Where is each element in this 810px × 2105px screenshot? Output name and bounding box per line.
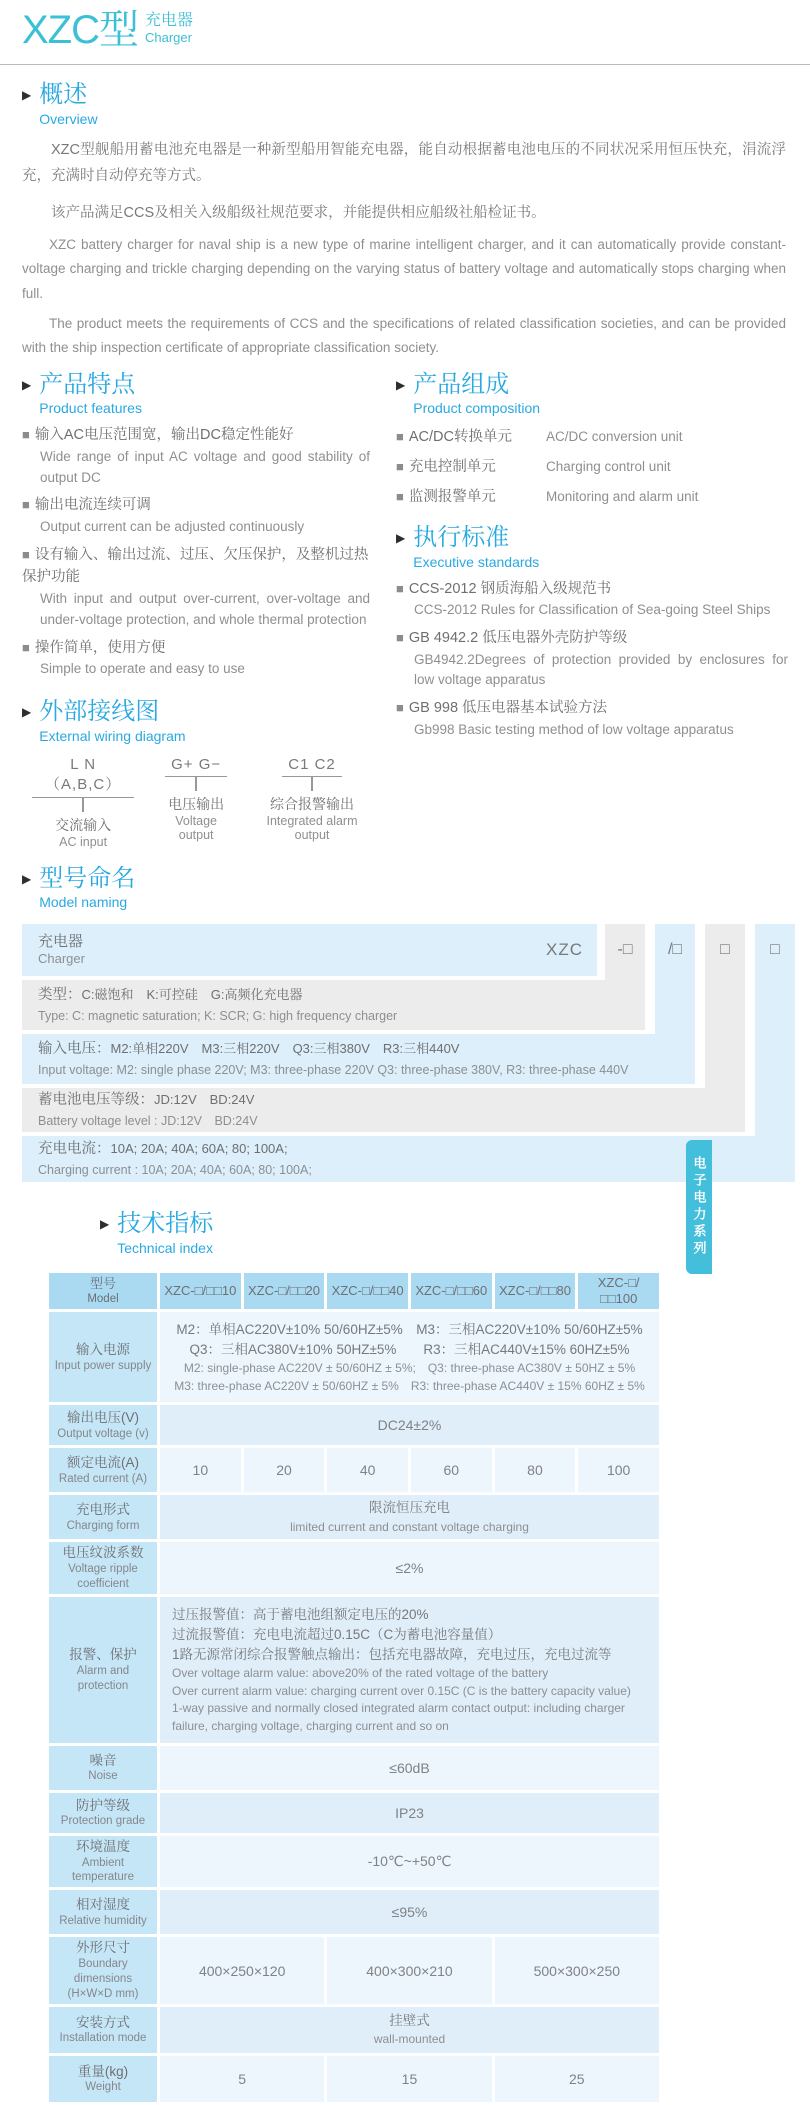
rated-current-cell: 100 bbox=[578, 1448, 659, 1492]
section-arrow-icon: ▶ bbox=[22, 88, 32, 102]
naming-row-en: Charging current : 10A; 20A; 40A; 60A; 80; 100A; bbox=[38, 1162, 312, 1177]
label-cn: 充电形式 bbox=[76, 1502, 130, 1518]
label-en: Relative humidity bbox=[59, 1914, 147, 1927]
composition-en: Charging control unit bbox=[546, 459, 671, 475]
terminal-connector-line bbox=[82, 798, 84, 812]
feature-cn bbox=[22, 544, 370, 589]
ripple-cell: ≤2% bbox=[160, 1542, 659, 1593]
input-power-en-2: M3: three-phase AC220V ± 50/60HZ ± 5% R3: three-phase AC440V ± 15% 60HZ ± 5% bbox=[174, 1378, 645, 1393]
composition-item bbox=[396, 485, 788, 506]
label-cn: 外形尺寸 bbox=[76, 1940, 130, 1956]
naming-base-en: Charger bbox=[38, 951, 85, 967]
naming-row-base bbox=[22, 924, 597, 976]
left-column bbox=[22, 371, 370, 849]
terminal-connector-line bbox=[195, 777, 197, 791]
naming-heading-text bbox=[39, 865, 135, 911]
row-label bbox=[49, 1746, 157, 1790]
label-en: Output voltage (v) bbox=[57, 1427, 149, 1440]
composition-cn bbox=[396, 485, 546, 506]
standard-en: CCS-2012 Rules for Classification of Sea-going Steel Ships bbox=[414, 602, 771, 618]
technical-index-table bbox=[46, 1270, 662, 2105]
label-cn: 环境温度 bbox=[76, 1839, 130, 1854]
label-cn: 型号 bbox=[89, 1275, 116, 1291]
row-label bbox=[49, 1836, 157, 1887]
terminal-en: AC input bbox=[59, 834, 108, 849]
wiring-heading-text bbox=[39, 698, 185, 744]
naming-row-cn bbox=[38, 1139, 288, 1161]
composition-item bbox=[396, 455, 788, 476]
table-row-ripple bbox=[49, 1542, 659, 1593]
model-header-label bbox=[49, 1273, 157, 1310]
section-model-naming bbox=[0, 849, 810, 1183]
table-row-dimensions bbox=[49, 1937, 659, 2003]
row-label bbox=[49, 1890, 157, 1934]
model-column-header: XZC-□/□□60 bbox=[411, 1273, 492, 1310]
row-label bbox=[49, 1542, 157, 1593]
naming-row-label: 输入电压： bbox=[38, 1040, 111, 1057]
row-label bbox=[49, 2056, 157, 2102]
composition-cn bbox=[396, 455, 546, 476]
terminal-connector-line bbox=[311, 777, 313, 791]
rated-current-cell: 80 bbox=[495, 1448, 576, 1492]
charging-form-en: limited current and constant voltage charging bbox=[290, 1519, 529, 1534]
rated-current-cell: 20 bbox=[244, 1448, 325, 1492]
alarm-cn-3: 1路无源常闭综合报警触点输出：包括充电器故障，充电过压，充电过流等 bbox=[172, 1647, 612, 1663]
naming-row-en: Input voltage: M2: single phase 220V; M3: three-phase 220V Q3: three-phase 380V, R3: three-phase 440V bbox=[38, 1062, 629, 1077]
input-power-cell bbox=[160, 1312, 659, 1402]
feature-cn-text: 输入AC电压范围宽，输出DC稳定性能好 bbox=[34, 427, 294, 444]
overview-title-cn: 概述 bbox=[39, 81, 88, 108]
alarm-cell bbox=[160, 1597, 659, 1743]
standard-cn bbox=[396, 627, 788, 649]
label-cn: 重量(kg) bbox=[77, 2063, 129, 2079]
installation-cell bbox=[160, 2007, 659, 2053]
features-heading-text bbox=[39, 371, 142, 417]
dimensions-cell: 400×300×210 bbox=[327, 1937, 491, 2003]
input-power-en-1: M2: single-phase AC220V ± 50/60HZ ± 5%; Q3: three-phase AC380V ± 50HZ ± 5% bbox=[183, 1361, 636, 1376]
model-naming-diagram bbox=[22, 924, 788, 1182]
composition-en: Monitoring and alarm unit bbox=[546, 489, 699, 505]
label-en: Boundary dimensions bbox=[73, 1957, 133, 1985]
label-cn: 报警、保护 bbox=[69, 1647, 137, 1663]
tech-heading-text bbox=[117, 1210, 213, 1256]
overview-title-en: Overview bbox=[39, 110, 98, 127]
naming-row-value: M2:单相220V M3:三相220V Q3:三相380V R3:三相440V bbox=[110, 1040, 460, 1056]
feature-cn-text: 操作简单，使用方便 bbox=[34, 639, 166, 656]
tech-title-cn: 技术指标 bbox=[117, 1210, 214, 1238]
label-en-2: (H×W×D mm) bbox=[67, 1987, 139, 2000]
row-label bbox=[49, 1448, 157, 1492]
overview-heading bbox=[22, 81, 786, 127]
alarm-cn-2: 过流报警值：充电电流超过0.15C（C为蓄电池容量值） bbox=[172, 1626, 502, 1642]
bullet-square-icon: ■ bbox=[22, 497, 30, 513]
label-cn: 噪音 bbox=[89, 1752, 117, 1768]
model-column-header: XZC-□/□□100 bbox=[578, 1273, 659, 1310]
table-row-weight bbox=[49, 2056, 659, 2102]
feature-cn-text: 输出电流连续可调 bbox=[34, 497, 151, 514]
naming-row-cn bbox=[38, 1039, 459, 1061]
composition-cn bbox=[396, 425, 546, 446]
product-title: XZC型 bbox=[22, 8, 138, 52]
label-cn: 安装方式 bbox=[76, 2014, 130, 2030]
standards-title-cn: 执行标准 bbox=[413, 524, 510, 552]
dimensions-cell: 400×250×120 bbox=[160, 1937, 324, 2003]
features-list bbox=[22, 424, 370, 680]
row-label bbox=[49, 1495, 157, 1539]
table-row-models bbox=[49, 1273, 659, 1310]
label-cn: 电压纹波系数 bbox=[62, 1545, 144, 1561]
overview-paragraph-en-2: The product meets the requirements of CCS and the specifications of related classification societies, and can be provided with the ship inspection certificate of appropriate classification society. bbox=[22, 315, 786, 356]
composition-title-en: Product composition bbox=[413, 400, 541, 417]
bullet-square-icon: ■ bbox=[396, 630, 404, 646]
wiring-title-cn: 外部接线图 bbox=[39, 697, 160, 725]
code-slot-battery-voltage: □ bbox=[720, 941, 730, 959]
product-subtitle-cn: 充电器 bbox=[145, 12, 194, 29]
naming-row-cn bbox=[38, 1090, 254, 1112]
code-slot-type: -□ bbox=[617, 941, 633, 959]
standard-cn-text: GB 4942.2 低压电器外壳防护等级 bbox=[408, 630, 628, 647]
weight-cell: 15 bbox=[327, 2056, 491, 2102]
code-slot-input-voltage: /□ bbox=[667, 941, 683, 959]
composition-item bbox=[396, 425, 788, 446]
section-wiring bbox=[22, 698, 370, 849]
terminal-voltage-output bbox=[160, 756, 232, 842]
bullet-square-icon: ■ bbox=[396, 489, 404, 505]
feature-item bbox=[22, 494, 370, 537]
alarm-en-1: Over voltage alarm value: above20% of the rated voltage of the battery bbox=[172, 1666, 549, 1681]
standard-en: GB4942.2Degrees of protection provided by enclosures for low voltage apparatus bbox=[414, 651, 788, 688]
label-en: Noise bbox=[88, 1770, 118, 1783]
rated-current-cell: 10 bbox=[160, 1448, 241, 1492]
code-slot-charging-current: □ bbox=[770, 941, 780, 959]
feature-item bbox=[22, 637, 370, 680]
terminal-en: Voltage output bbox=[175, 813, 217, 842]
section-arrow-icon: ▶ bbox=[100, 1217, 110, 1232]
naming-row-value: 10A; 20A; 40A; 60A; 80; 100A; bbox=[110, 1140, 288, 1156]
terminal-label: L N（A,B,C） bbox=[32, 756, 134, 798]
bullet-square-icon: ■ bbox=[22, 546, 30, 562]
standard-en: Gb998 Basic testing method of low voltage apparatus bbox=[414, 721, 734, 737]
tech-title-en: Technical index bbox=[117, 1239, 213, 1256]
table-row-noise bbox=[49, 1746, 659, 1790]
table-row-charging-form bbox=[49, 1495, 659, 1539]
table-row-protection bbox=[49, 1793, 659, 1833]
table-row-output-voltage bbox=[49, 1405, 659, 1445]
model-column-header: XZC-□/□□40 bbox=[327, 1273, 408, 1310]
feature-en: Wide range of input AC voltage and good stability of output DC bbox=[40, 448, 370, 485]
weight-cell: 25 bbox=[495, 2056, 659, 2102]
standards-heading-text bbox=[413, 524, 539, 570]
feature-cn bbox=[22, 424, 370, 446]
feature-cn-text: 设有输入、输出过流、过压、欠压保护，及整机过热保护功能 bbox=[22, 546, 369, 586]
terminal-cn: 电压输出 bbox=[168, 795, 225, 812]
naming-row-en: Type: C: magnetic saturation; K: SCR; G: high frequency charger bbox=[38, 1008, 398, 1023]
alarm-en-2: Over current alarm value: charging current over 0.15C (C is the battery capacity value) bbox=[172, 1683, 631, 1698]
label-en: Voltage ripple coefficient bbox=[68, 1562, 138, 1590]
input-power-cn-1: M2：单相AC220V±10% 50/60HZ±5% M3：三相AC220V±10% 50/60HZ±5% bbox=[176, 1321, 643, 1337]
naming-row-en: Battery voltage level : JD:12V BD:24V bbox=[38, 1113, 258, 1128]
label-cn: 输入电源 bbox=[76, 1342, 130, 1358]
naming-row-input-voltage bbox=[22, 1034, 695, 1084]
section-arrow-icon: ▶ bbox=[22, 871, 32, 886]
standard-cn bbox=[396, 697, 788, 719]
terminal-en: Integrated alarm output bbox=[266, 813, 358, 842]
feature-cn bbox=[22, 494, 370, 516]
row-label bbox=[49, 1597, 157, 1743]
section-arrow-icon: ▶ bbox=[22, 704, 32, 719]
composition-cn-text: 充电控制单元 bbox=[408, 459, 496, 476]
overview-paragraph-cn-2: 该产品满足CCS及相关入级船级社规范要求，并能提供相应船级社船检证书。 bbox=[51, 205, 546, 222]
noise-cell: ≤60dB bbox=[160, 1746, 659, 1790]
naming-title-en: Model naming bbox=[39, 894, 128, 911]
feature-item bbox=[22, 424, 370, 488]
bullet-square-icon: ■ bbox=[396, 459, 404, 475]
rated-current-cell: 60 bbox=[411, 1448, 492, 1492]
feature-en: Output current can be adjusted continuously bbox=[40, 518, 305, 534]
model-column-header: XZC-□/□□10 bbox=[160, 1273, 241, 1310]
alarm-cn-1: 过压报警值：高于蓄电池组额定电压的20% bbox=[172, 1606, 429, 1622]
composition-heading-text bbox=[413, 371, 540, 417]
terminal-label: C1 C2 bbox=[282, 756, 342, 777]
naming-row-battery-voltage bbox=[22, 1088, 745, 1132]
bullet-square-icon: ■ bbox=[22, 639, 30, 655]
section-arrow-icon: ▶ bbox=[396, 531, 406, 546]
label-cn: 防护等级 bbox=[76, 1797, 130, 1813]
standard-item bbox=[396, 697, 788, 740]
row-label bbox=[49, 1793, 157, 1833]
product-subtitle-en: Charger bbox=[145, 30, 192, 46]
features-title-en: Product features bbox=[39, 400, 142, 417]
label-en: Alarm and protection bbox=[76, 1664, 130, 1692]
label-en: Model bbox=[87, 1292, 119, 1305]
naming-base-label bbox=[38, 933, 85, 968]
label-en: Protection grade bbox=[60, 1815, 146, 1828]
composition-en: AC/DC conversion unit bbox=[546, 429, 683, 445]
alarm-en-3: 1-way passive and normally closed integrated alarm contact output: including charger failure, charging voltage, charging current and so on bbox=[172, 1701, 625, 1733]
terminal-ac-input bbox=[32, 756, 134, 849]
naming-row-value: JD:12V BD:24V bbox=[154, 1091, 255, 1107]
rated-current-cell: 40 bbox=[327, 1448, 408, 1492]
product-subtitle bbox=[145, 11, 193, 46]
label-en: Ambient temperature bbox=[71, 1856, 134, 1884]
section-overview bbox=[0, 65, 810, 361]
right-column bbox=[396, 371, 788, 849]
installation-cn: 挂壁式 bbox=[389, 2012, 430, 2028]
naming-row-charging-current bbox=[22, 1136, 795, 1182]
standard-item bbox=[396, 627, 788, 691]
table-row-rated-current bbox=[49, 1448, 659, 1492]
terminal-cn: 综合报警输出 bbox=[270, 795, 354, 812]
label-en: Charging form bbox=[66, 1519, 140, 1532]
standards-list bbox=[396, 578, 788, 741]
charging-form-cn: 限流恒压充电 bbox=[369, 1500, 450, 1516]
installation-en: wall-mounted bbox=[373, 2032, 446, 2047]
row-label bbox=[49, 1312, 157, 1402]
standard-cn-text: GB 998 低压电器基本试验方法 bbox=[408, 700, 608, 717]
row-label bbox=[49, 1937, 157, 2003]
bullet-square-icon: ■ bbox=[396, 429, 404, 445]
features-heading bbox=[22, 371, 370, 417]
protection-grade-cell: IP23 bbox=[160, 1793, 659, 1833]
page-header bbox=[0, 0, 810, 50]
label-en: Rated current (A) bbox=[58, 1472, 148, 1485]
naming-row-label: 蓄电池电压等级： bbox=[38, 1091, 154, 1108]
naming-title-cn: 型号命名 bbox=[39, 864, 136, 892]
composition-title-cn: 产品组成 bbox=[413, 370, 510, 398]
bullet-square-icon: ■ bbox=[396, 580, 404, 596]
feature-item bbox=[22, 544, 370, 631]
label-en: Installation mode bbox=[59, 2032, 147, 2045]
feature-en: With input and output over-current, over-voltage and under-voltage protection, and whole thermal protection bbox=[40, 590, 370, 627]
naming-row-label: 类型： bbox=[38, 986, 82, 1003]
standards-heading bbox=[396, 524, 788, 570]
overview-paragraph-cn-1: XZC型舰船用蓄电池充电器是一种新型船用智能充电器，能自动根据蓄电池电压的不同状况采用恒压快充，涓流浮充，充满时自动停充等方式。 bbox=[22, 141, 786, 185]
standard-cn bbox=[396, 578, 788, 600]
feature-cn bbox=[22, 637, 370, 659]
bullet-square-icon: ■ bbox=[396, 700, 404, 716]
weight-cell: 5 bbox=[160, 2056, 324, 2102]
ambient-temperature-cell: -10℃~+50℃ bbox=[160, 1836, 659, 1887]
naming-row-type bbox=[22, 980, 645, 1030]
label-en: Weight bbox=[85, 2081, 121, 2094]
output-voltage-cell: DC24±2% bbox=[160, 1405, 659, 1445]
naming-row-label: 充电电流： bbox=[38, 1140, 111, 1157]
section-arrow-icon: ▶ bbox=[396, 377, 406, 392]
naming-row-value: C:磁饱和 K:可控硅 G:高频化充电器 bbox=[81, 986, 303, 1002]
series-side-tab bbox=[686, 1140, 712, 1274]
charging-form-cell bbox=[160, 1495, 659, 1539]
series-side-tab-label: 电子电力系列 bbox=[691, 1156, 707, 1258]
composition-list bbox=[396, 425, 788, 506]
wiring-title-en: External wiring diagram bbox=[39, 727, 186, 744]
dimensions-cell: 500×300×250 bbox=[495, 1937, 659, 2003]
terminal-cn: 交流输入 bbox=[55, 816, 112, 833]
wiring-heading bbox=[22, 698, 370, 744]
naming-heading bbox=[22, 865, 788, 911]
label-en: Input power supply bbox=[54, 1359, 152, 1372]
standards-title-en: Executive standards bbox=[413, 553, 540, 570]
model-column-header: XZC-□/□□20 bbox=[244, 1273, 325, 1310]
bullet-square-icon: ■ bbox=[22, 427, 30, 443]
model-column-header: XZC-□/□□80 bbox=[495, 1273, 576, 1310]
table-row-ambient bbox=[49, 1836, 659, 1887]
overview-heading-text bbox=[39, 81, 97, 127]
table-row-alarm bbox=[49, 1597, 659, 1743]
row-label bbox=[49, 1405, 157, 1445]
terminal-alarm-output bbox=[254, 756, 370, 842]
humidity-cell: ≤95% bbox=[160, 1890, 659, 1934]
section-technical-index bbox=[0, 1182, 810, 2105]
terminal-label: G+ G− bbox=[165, 756, 227, 777]
label-cn: 额定电流(A) bbox=[67, 1455, 139, 1471]
input-power-cn-2: Q3：三相AC380V±10% 50HZ±5% R3：三相AC440V±15% 60HZ±5% bbox=[189, 1341, 630, 1357]
composition-cn-text: AC/DC转换单元 bbox=[408, 429, 512, 446]
label-cn: 输出电压(V) bbox=[67, 1410, 139, 1426]
table-row-installation bbox=[49, 2007, 659, 2053]
model-prefix: XZC bbox=[546, 940, 583, 960]
standard-item bbox=[396, 578, 788, 621]
naming-base-cn: 充电器 bbox=[38, 932, 84, 950]
feature-en: Simple to operate and easy to use bbox=[40, 661, 245, 677]
table-row-humidity bbox=[49, 1890, 659, 1934]
composition-cn-text: 监测报警单元 bbox=[408, 489, 496, 506]
naming-row-cn bbox=[38, 985, 303, 1007]
features-title-cn: 产品特点 bbox=[39, 370, 136, 398]
two-column-area bbox=[0, 361, 810, 849]
section-arrow-icon: ▶ bbox=[22, 377, 32, 392]
standard-cn-text: CCS-2012 钢质海船入级规范书 bbox=[408, 580, 612, 597]
wiring-diagram bbox=[22, 756, 370, 849]
overview-paragraph-en-1: XZC battery charger for naval ship is a new type of marine intelligent charger, and it can automatically provide constant-voltage charging and trickle charging depending on the varying status of battery voltage and automatically stops charging when full. bbox=[22, 237, 786, 301]
label-cn: 相对湿度 bbox=[76, 1897, 130, 1913]
table-row-input-power bbox=[49, 1312, 659, 1402]
composition-heading bbox=[396, 371, 788, 417]
row-label bbox=[49, 2007, 157, 2053]
